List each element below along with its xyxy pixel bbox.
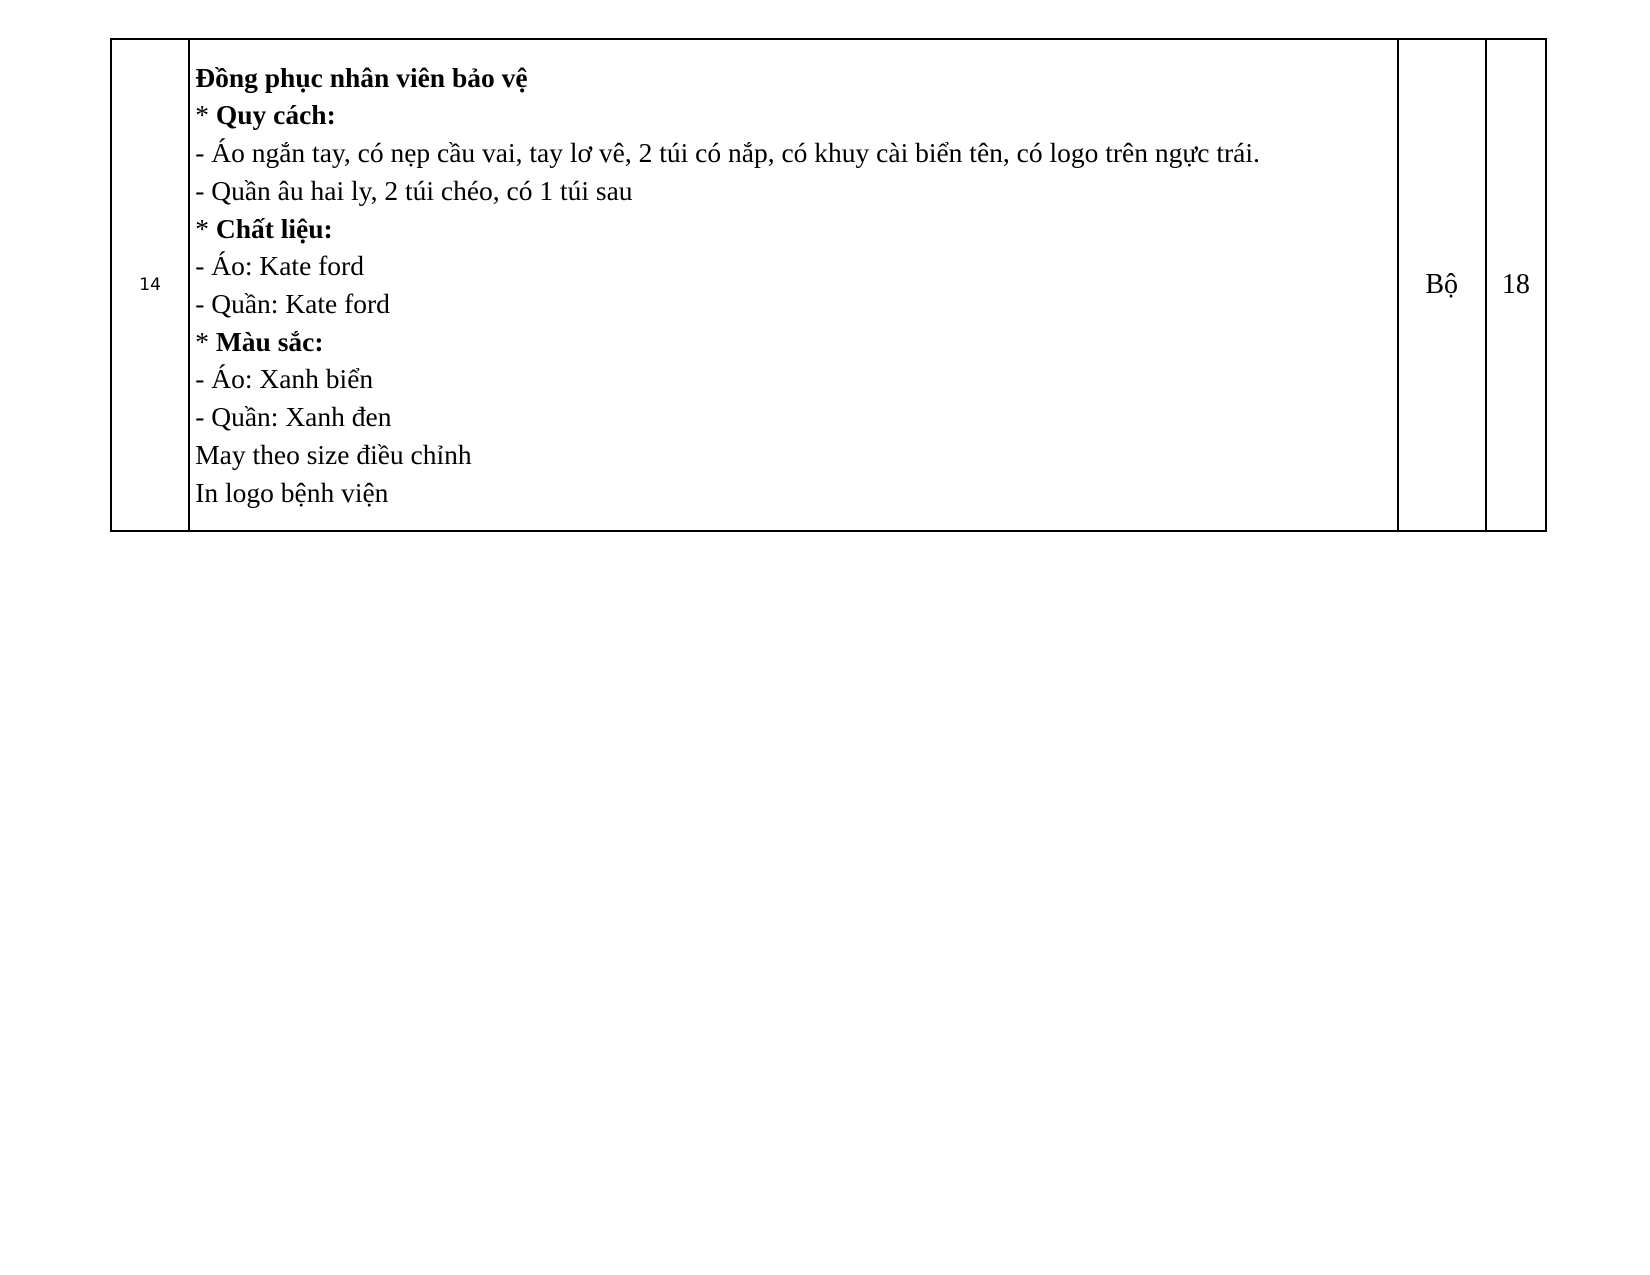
spec-line-trousers: - Quần âu hai ly, 2 túi chéo, có 1 túi sau (195, 174, 633, 206)
material-heading (195, 210, 1396, 248)
color-line-trousers: - Quần: Xanh đen (195, 401, 392, 433)
spec-line-shirt: - Áo ngắn tay, có nẹp cầu vai, tay lơ vê, 2 túi có nắp, có khuy cài biển tên, có logo trên ngực trái. (195, 137, 1260, 169)
row-number-cell: 14 (111, 39, 189, 531)
material-line-shirt: - Áo: Kate ford (195, 250, 364, 282)
spec-label: Quy cách: (215, 99, 336, 131)
spec-heading (195, 96, 1396, 134)
spec-bullet: * (195, 99, 216, 131)
note-size: May theo size điều chỉnh (195, 438, 472, 470)
description-cell (189, 39, 1397, 531)
color-line-shirt: - Áo: Xanh biển (195, 363, 374, 395)
material-bullet: * (195, 212, 216, 244)
quantity-cell: 18 (1486, 39, 1546, 531)
material-line-trousers: - Quần: Kate ford (195, 288, 390, 319)
material-label: Chất liệu: (215, 212, 333, 244)
color-label: Màu sắc: (215, 325, 324, 357)
color-heading (195, 323, 1396, 361)
unit-cell: Bộ (1398, 39, 1486, 531)
table-row (111, 39, 1546, 531)
item-table (110, 38, 1547, 532)
color-bullet: * (195, 325, 216, 357)
note-logo: In logo bệnh viện (195, 476, 389, 508)
item-title: Đồng phục nhân viên bảo vệ (195, 61, 528, 93)
